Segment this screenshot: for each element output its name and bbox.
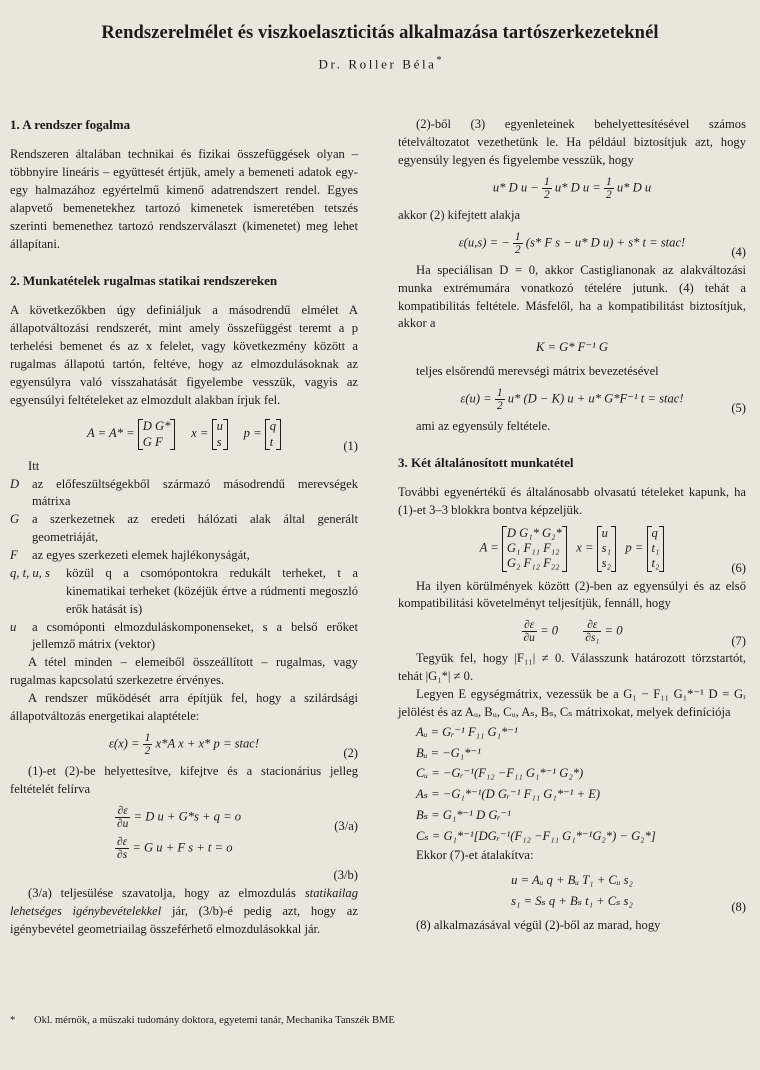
author-line (0, 54, 760, 74)
equation-5: ε(u) = $\frac{1}{2}$ u* (D − K) u + u* G*F⁻¹ t = stac! (5) (398, 387, 746, 412)
vector-x: u s (212, 419, 228, 449)
footnote: * Okl. mérnök, a műszaki tudomány doktora, egyetemi tanár, Mechanika Tanszék BME (10, 1015, 395, 1026)
paragraph-23: (2)-ből (3) egyenleteinek behelyettesítésével számos tételváltozatot vezethetünk le. Ha például biztosítjuk azt, hogy egyensúly legyen és figyelembe vesszük, hogy (398, 117, 746, 167)
section-3-heading: 3. Két általánosított munkatétel (398, 455, 574, 470)
paragraph-special: Ha speciálisan D = 0, akkor Castiglianonak az alakváltozási munka extrémumára vonatkozó tételére jutunk. (4) tehát a kompatibilitás feltétele. Másfelől, ha a kompatibilitást biztosítjuk, akkor a (398, 262, 746, 331)
symbol-definitions (10, 476, 358, 655)
section-3-paragraph: További egyenértékű és általánosabb olvasatú tételeket kapunk, ha (1)-et 3–3 blokkra bontva képzeljük. (398, 485, 746, 518)
paragraph-akkor: akkor (2) kifejtett alakja (398, 207, 521, 222)
right-column (398, 116, 746, 935)
paragraph-3a: (3/a) teljesülése szavatolja, hogy az elmozdulás statikailag lehetséges igénybevételekkel jár, (3/b)-é pedig azt, hogy az igénybevétel geometriailag összeférhető elmozdulásokkal jár. (10, 885, 358, 936)
matrix-A: D G* G F (138, 419, 176, 449)
definition-line: Aᵤ = Gᵣ⁻¹ F₁₁ G₁*⁻¹ (416, 724, 518, 739)
author-name: Dr. Roller Béla (318, 56, 437, 72)
paragraph-substitution: (1)-et (2)-be helyettesítve, kifejtve és a stacionárius jelleg feltételét felírva (10, 763, 358, 796)
definition-row: G a szerkezetnek az eredeti hálózati alak által generált geometriáját, (10, 512, 358, 545)
paragraph-ami: ami az egyensúly feltétele. (416, 419, 551, 434)
itt-label: Itt (28, 458, 40, 473)
definition-line: Bₛ = G₁*⁻¹ D Gᵣ⁻¹ (416, 807, 511, 822)
definition-row: q, t, u, s közül q a csomópontokra redukált terheket, t a kinematikai terheket (közéjük értve a rúdmenti megoszló erők hatását is) (10, 565, 358, 616)
equation-number: (3/b) (333, 867, 358, 882)
paragraph-legyen: Legyen E egységmátrix, vezessük be a G₁ − F₁₁ G₁*⁻¹ D = Gᵣ jelölést és az Aᵤ, Bᵤ, Cᵤ, Aₛ, Bₛ, Cₛ mátrixokat, melyek definíciója (398, 687, 746, 720)
equation-4: ε(u,s) = − $\frac{1}{2}$ (s* F s − u* D u) + s* t = stac! (4) (398, 231, 746, 256)
section-1-heading: 1. A rendszer fogalma (10, 117, 131, 132)
definition-row: D az előfeszültségekből származó másodrendű merevségek mátrixa (10, 476, 358, 509)
author-footnote-mark: * (436, 55, 442, 66)
equation-half: u* D u − $\frac{1}{2}$ u* D u = $\frac{1}{2}$ u* D u (492, 175, 652, 201)
matrix-A-block: D G₁* G₂* G₁ F₁₁ F₁₂ G₂ F₁₂ F₂₂ (502, 526, 567, 571)
paragraph-ilyen: Ha ilyen körülmények között (2)-ben az egyensúlyi és az első kompatibilitási követelményt teljesítjük, fennáll, hogy (398, 578, 746, 611)
paragraph-teljes: teljes elsőrendű merevségi mátrix bevezetésével (416, 364, 659, 379)
section-2-paragraph: A következőkben úgy definiáljuk a másodrendű elmélet A állapotváltozási rendszerét, mint amely összefüggést teremt a p terhelési bemenet és az x felelet, vagy következmény között a rugalmas állapotú tartón, feltéve, hogy az elmozdulásoknak az egyensúlyra való visszahatását figyelembe vesszük, vagyis az egyensúlyi feltételeket az elmozdult alakban írjuk fel. (10, 303, 358, 407)
equation-number: (4) (731, 244, 746, 259)
equation-8: u = Aᵤ q + Bᵤ T₁ + Cᵤ s₂ s₁ = Sₛ q + Bₛ t₁ + Cₛ s₂ (8) (398, 870, 746, 910)
equation-3b: $\frac{\partial\varepsilon}{\partial s}$ = G u + F s + t = o (117, 835, 233, 861)
equation-7: $\frac{\partial\varepsilon}{\partial u}$ = 0 $\frac{\partial\varepsilon}{\text{∂s₁}}$ = 0 (7) (398, 619, 746, 644)
section-1-paragraph: Rendszeren általában technikai és fizikai összefüggések olyan – többnyire lineáris – együttesét értjük, amely a bemeneti adatok egy-egy halmazához egyértelmű kimenő adatrendszert rendel. Egyes alapvető bemenetekhez tartozó kimenetek ismeretében tetszés szerinti bemenethez tartozó rendszerválaszt (kimenetet) meg lehet állapítani. (10, 147, 358, 251)
left-column (10, 116, 358, 938)
equation-number: (2) (343, 746, 358, 760)
definition-line: Cₛ = G₁*⁻¹[DGᵣ⁻¹(F₁₂ −F₁₁ G₁*⁻¹G₂*) − G₂*] (416, 828, 656, 843)
vector-x-block: u s₁ s₂ (597, 526, 616, 571)
equation-6: A = D G₁* G₂* G₁ F₁₁ F₁₂ G₂ F₁₂ F₂₂ x = u s₁ s₂ p = q t₁ t₂ (6) (398, 526, 746, 571)
vector-p-block: q t₁ t₂ (647, 526, 665, 571)
vector-p: q t (265, 419, 281, 449)
definition-row: u a csomóponti elmozduláskomponenseket, s a belső erőket jellemző mátrix (vektor) (10, 619, 358, 652)
equation-1: A = A* = D G* G F x = u s p = q t (1) (10, 419, 358, 449)
section-2-heading: 2. Munkatételek rugalmas statikai rendszereken (10, 272, 278, 288)
equation-3a: $\frac{\partial\varepsilon}{\partial u}$ = D u + G*s + q = o (3/a) (10, 805, 358, 830)
definition-line: Bᵤ = −G₁*⁻¹ (416, 745, 481, 760)
equation-number: (6) (731, 560, 746, 575)
matrix-definitions (416, 722, 746, 847)
paragraph-8: (8) alkalmazásával végül (2)-ből az marad, hogy (416, 917, 661, 932)
paragraph-rendszer: A rendszer működését arra építjük fel, hogy a szilárdsági állapotváltozás energetikai alaptétele: (10, 691, 358, 723)
equation-number: (5) (731, 401, 746, 416)
paragraph-tegyuk: Tegyük fel, hogy |F₁₁| ≠ 0. Válasszunk határozott törzstartót, tehát |G₁*| ≠ 0. (398, 651, 746, 684)
definition-line: Aₛ = −G₁*⁻¹(D Gᵣ⁻¹ F₁₁ G₁*⁻¹ + E) (416, 787, 601, 802)
definition-line: Cᵤ = −Gᵣ⁻¹(F₁₂ −F₁₁ G₁*⁻¹ G₂*) (416, 766, 584, 781)
definition-row: F az egyes szerkezeti elemek hajlékonyságát, (10, 548, 250, 562)
paragraph-tetel: A tétel minden – elemeiből összeállított – rugalmas, vagy rugalmas kapcsolatú szerkezetre érvényes. (10, 655, 358, 688)
paragraph-ekkor: Ekkor (7)-et átalakítva: (416, 847, 534, 862)
equation-number: (3/a) (334, 818, 358, 833)
equation-number: (7) (731, 633, 746, 648)
equation-number: (8) (731, 899, 746, 914)
page-title: Rendszerelmélet és viszkoelaszticitás alkalmazása tartószerkezeteknél (101, 23, 659, 43)
equation-K: K = G* F⁻¹ G (535, 340, 609, 355)
equation-2: ε(x) = $\frac{1}{2}$ x*A x + x* p = stac! (2) (10, 732, 358, 757)
equation-number: (1) (343, 438, 358, 453)
